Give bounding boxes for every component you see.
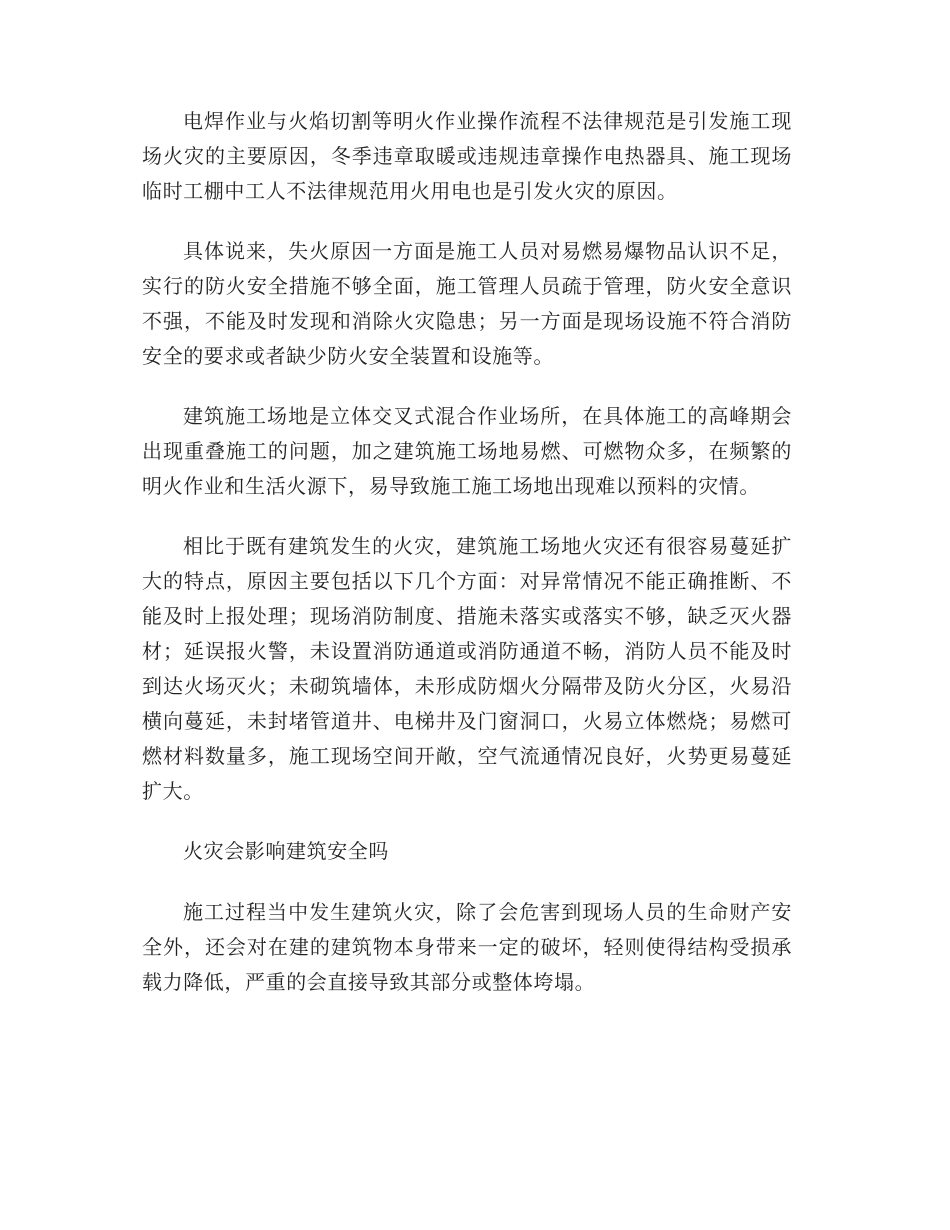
paragraph-spread-factors: 相比于既有建筑发生的火灾，建筑施工场地火灾还有很容易蔓延扩大的特点，原因主要包括以下几个方面：对异常情况不能正确推断、不能及时上报处理；现场消防制度、措施未落实或落实不够，缺乏灭火器材；延误报火警，未设置消防通道或消防通道不畅，消防人员不能及时到达火场灭火；未砌筑墙体，未形成防烟火分隔带及防火分区，火易沿横向蔓延，未封堵管道井、电梯井及门窗洞口，火易立体燃烧；易燃可燃材料数量多，施工现场空间开敞，空气流通情况良好，火势更易蔓延扩大。 [142,534,792,803]
paragraph-site-conditions: 建筑施工场地是立体交叉式混合作业场所，在具体施工的高峰期会出现重叠施工的问题，加之建筑施工场地易燃、可燃物众多，在频繁的明火作业和生活火源下，易导致施工施工场地出现难以预料的灾情。 [142,404,792,498]
document-body [142,104,792,1025]
paragraph-structural-impact: 施工过程当中发生建筑火灾，除了会危害到现场人员的生命财产安全外，还会对在建的建筑物本身带来一定的破坏，轻则使得结构受损承载力降低，严重的会直接导致其部分或整体垮塌。 [142,900,792,994]
paragraph-ignition-causes: 电焊作业与火焰切割等明火作业操作流程不法律规范是引发施工现场火灾的主要原因，冬季违章取暖或违规违章操作电热器具、施工现场临时工棚中工人不法律规范用火用电也是引发火灾的原因。 [142,109,792,203]
paragraph-fire-reasons-detail: 具体说来，失火原因一方面是施工人员对易燃易爆物品认识不足，实行的防火安全措施不够全面，施工管理人员疏于管理，防火安全意识不强，不能及时发现和消除火灾隐患；另一方面是现场设施不符合消防安全的要求或者缺少防火安全装置和设施等。 [142,239,792,368]
section-heading: 火灾会影响建筑安全吗 [183,839,389,863]
